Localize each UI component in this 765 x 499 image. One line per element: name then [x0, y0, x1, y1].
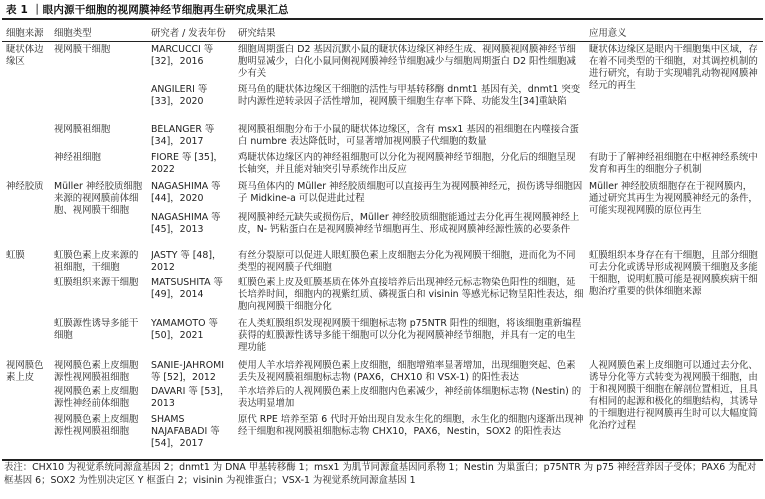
header-significance: 应用意义	[589, 28, 627, 39]
cell-result: 虹膜色素上皮及虹膜基质在体外直接培养后出现神经元标志物染色阳性的细胞，延长培养时间，细胞内的视紫红质、磷视蛋白和 visinin 等感光标记物呈阳性表达，细胞向视网膜干细胞分化	[238, 277, 584, 313]
cell-celltype: Müller 神经胶质细胞来源的视网膜前体细胞、视网膜干细胞	[54, 181, 143, 217]
cell-result: 视网膜神经元缺失或损伤后，Müller 神经胶质细胞能通过去分化再生视网膜神经上皮，N- 钙粘蛋白在是视网膜神经节细胞再生、形成视网膜神经源性簇的必要条件	[238, 212, 580, 236]
cell-source: 睫状体边缘区	[6, 44, 44, 68]
cell-significance: 有助于了解神经祖细胞在中枢神经系统中发育和再生的细胞分子机制	[589, 152, 758, 176]
top-rule	[2, 18, 763, 20]
cell-result: 细胞周期蛋白 D2 基因沉默小鼠的睫状体边缘区神经生成、视网膜视网膜神经节细胞明显减少，白化小鼠同侧视网膜神经节细胞减少与细胞周期蛋白 D2 阳性细胞减少有关	[238, 44, 576, 80]
cell-author: MATSUSHITA 等 [49]，2014	[151, 277, 223, 301]
cell-author: FIORE 等 [35]，2022	[151, 152, 223, 176]
cell-author: SHAMS NAJAFABADI 等 [54]，2017	[151, 414, 220, 450]
cell-result: 鸡睫状体边缘区内的神经祖细胞可以分化为视网膜神经节细胞，分化后的细胞呈现长轴突，并且能对轴突引导系统作出反应	[238, 152, 576, 176]
cell-source: 视网膜色素上皮	[6, 360, 44, 384]
cell-result: 使用人羊水培养视网膜色素上皮细胞，细胞增殖率显著增加，出现细胞突起、色素丢失及视网膜祖细胞标志物 (PAX6，CHX10 和 VSX-1) 的阳性表达	[238, 360, 576, 384]
cell-significance: 睫状体边缘区是眼内干细胞集中区域，存在着不同类型的干细胞，对其调控机制的进行研究，有助于实现哺乳动物视网膜神经元的再生	[589, 44, 758, 92]
cell-celltype: 虹膜色素上皮来源的祖细胞，干细胞	[54, 250, 139, 274]
cell-celltype: 虹膜源性诱导多能干细胞	[54, 318, 139, 342]
cell-result: 斑马鱼体内的 Müller 神经胶质细胞可以直接再生为视网膜神经元，损伤诱导细胞因子 Midkine-a 可以促进此过程	[238, 181, 583, 205]
cell-result: 在人类虹膜组织发现视网膜干细胞标志物 p75NTR 阳性的细胞，将该细胞重新编程获得的虹膜源性诱导多能干细胞可以分化为视网膜神经节细胞，并具有一定的电生理功能	[238, 318, 582, 354]
cell-celltype: 视网膜干细胞	[54, 44, 111, 55]
cell-significance: 人视网膜色素上皮细胞可以通过去分化、诱导分化等方式转变为视网膜干细胞，由于和视网膜干细胞在解剖位置相近，且具有相同的起源和极化的细胞结构，其诱导的干细胞进行视网膜再生时可以大幅度简化治疗过程	[589, 360, 758, 432]
cell-author: YAMAMOTO 等 [50]，2021	[151, 318, 218, 342]
cell-celltype: 神经祖细胞	[54, 152, 101, 163]
header-rule	[2, 41, 763, 42]
cell-result: 斑马鱼的睫状体边缘区干细胞的活性与甲基转移酶 dnmt1 基因有关，dnmt1 突变时内源性逆转录因子活性增加，视网膜干细胞生存率下降、功能发生[34]重缺陷	[238, 84, 581, 108]
cell-author: SANIE-JAHROMI 等 [52]，2012	[151, 360, 224, 384]
cell-author: ANGILERI 等 [33]，2020	[151, 84, 208, 108]
cell-result: 视网膜祖细胞分布于小鼠的睫状体边缘区，含有 msx1 基因的祖细胞在内噬接合蛋白 numbre 表达降低时，可显著增加视网膜子代细胞的数量	[238, 124, 579, 148]
cell-celltype: 虹膜组织来源干细胞	[54, 277, 139, 288]
cell-author: NAGASHIMA 等 [45]，2013	[151, 212, 221, 236]
table-title: 表 1 ｜眼内源干细胞的视网膜神经节细胞再生研究成果汇总	[6, 4, 289, 16]
cell-author: DAVARI 等 [53]，2013	[151, 386, 230, 410]
cell-celltype: 视网膜色素上皮细胞源性视网膜祖细胞	[54, 414, 139, 438]
cell-result: 羊水培养后的人视网膜色素上皮细胞内色素减少，神经前体细胞标志物 (Nestin) 的表达明显增加	[238, 386, 582, 410]
cell-author: JASTY 等 [48]，2012	[151, 250, 222, 274]
bottom-rule	[2, 459, 763, 461]
cell-source: 神经胶质	[6, 181, 44, 192]
cell-author: BÉLANGER 等 [34]，2017	[151, 124, 215, 148]
cell-celltype: 视网膜色素上皮细胞源性神经前体细胞	[54, 386, 139, 410]
cell-author: NAGASHIMA 等 [44]，2020	[151, 181, 221, 205]
cell-celltype: 视网膜色素上皮细胞源性视网膜祖细胞	[54, 360, 139, 384]
cell-result: 原代 RPE 培养至第 6 代时开始出现自发永生化的细胞，永生化的细胞内逐渐出现神经干细胞和视网膜祖细胞标志物 CHX10，PAX6，Nestin，SOX2 的阳性表达	[238, 414, 584, 438]
header-author: 研究者 / 发表年份	[151, 28, 226, 39]
table-footnote: 表注：CHX10 为视觉系统同源盒基因 2；dnmt1 为 DNA 甲基转移酶 1；msx1 为肌节同源盒基因同系物 1；Nestin 为巢蛋白；p75NTR 为 p75 神经营养因子受体；PAX6 为配对框基因 6；SOX2 为性别决定区 Y 框蛋白 2；visinin 为视锥蛋白；VSX-1 为视觉系统同源盒基因 1	[4, 462, 757, 486]
cell-celltype: 视网膜祖细胞	[54, 124, 111, 135]
header-result: 研究结果	[238, 28, 276, 39]
cell-result: 有丝分裂原可以促进人眼虹膜色素上皮细胞去分化为视网膜干细胞，进而化为不同类型的视网膜子代细胞	[238, 250, 576, 274]
header-source: 细胞来源	[6, 28, 44, 39]
cell-significance: 虹膜组织本身存在有干细胞，且部分细胞可去分化或诱导形成视网膜干细胞及多能干细胞，说明虹膜可能是视网膜疾病干细胞治疗重要的供体细胞来源	[589, 250, 758, 298]
cell-significance: Müller 神经胶质细胞存在于视网膜内，通过研究其再生为视网膜神经元的条件，可能实现视网膜的原位再生	[589, 181, 758, 217]
header-celltype: 细胞类型	[54, 28, 92, 39]
cell-source: 虹膜	[6, 250, 25, 261]
cell-author: MARCUCCI 等 [32]，2016	[151, 44, 214, 68]
